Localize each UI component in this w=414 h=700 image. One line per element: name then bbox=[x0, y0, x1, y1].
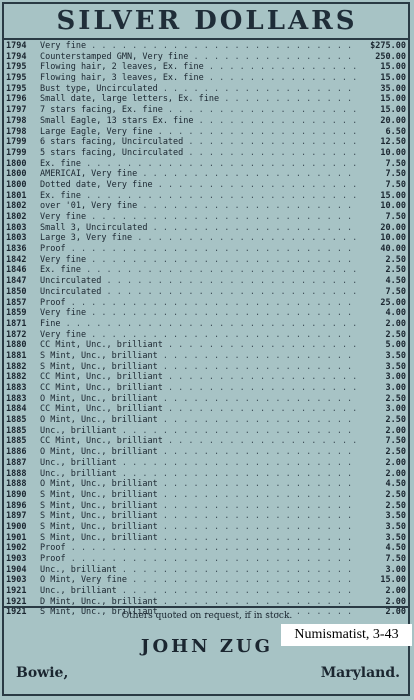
listing-description: Unc., brilliant . . . bbox=[40, 586, 358, 597]
listing-price: 3.50 bbox=[385, 532, 406, 543]
listing-row bbox=[0, 223, 414, 234]
listing-year: 1882 bbox=[6, 361, 27, 372]
listing-row bbox=[0, 436, 414, 447]
listing-row bbox=[0, 308, 414, 319]
listing-price: 2.50 bbox=[385, 489, 406, 500]
listing-price: 2.50 bbox=[385, 447, 406, 458]
listing-price: 4.50 bbox=[385, 276, 406, 287]
listing-description: Very fine . . . bbox=[40, 255, 358, 266]
listing-row bbox=[0, 116, 414, 127]
listing-price: 7.50 bbox=[385, 212, 406, 222]
listing-row bbox=[0, 522, 414, 533]
listing-year: 1883 bbox=[6, 383, 27, 393]
listing-price: 3.00 bbox=[385, 383, 406, 393]
listing-row bbox=[0, 404, 414, 415]
listing-price: 4.50 bbox=[385, 543, 406, 554]
listing-year: 1902 bbox=[6, 543, 27, 554]
listing-price: 35.00 bbox=[380, 83, 406, 94]
listing-price: 2.00 bbox=[385, 318, 406, 329]
listing-description: O Mint, Very fine . . . bbox=[40, 575, 358, 586]
listing-row bbox=[0, 52, 414, 63]
listing-year: 1871 bbox=[6, 318, 27, 329]
listing-price: 20.00 bbox=[380, 115, 406, 126]
listing-price: 250.00 bbox=[375, 51, 406, 62]
listing-description: Unc., brilliant . . . bbox=[40, 565, 358, 576]
listing-year: 1900 bbox=[6, 521, 27, 532]
listing-description: Unc., brilliant . . . bbox=[40, 469, 358, 480]
listing-row bbox=[0, 319, 414, 330]
listing-year: 1794 bbox=[6, 41, 27, 51]
listing-price: 2.00 bbox=[385, 607, 406, 618]
listing-year: 1896 bbox=[6, 500, 27, 511]
listing-price: 3.00 bbox=[385, 372, 406, 383]
listing-price: 3.00 bbox=[385, 564, 406, 575]
listing-price: 15.00 bbox=[380, 62, 406, 73]
listing-price: 10.00 bbox=[380, 233, 406, 244]
listing-year: 1885 bbox=[6, 436, 27, 447]
listing-description: S Mint, Unc., brilliant . . . bbox=[40, 501, 358, 512]
listing-price: 10.00 bbox=[380, 147, 406, 158]
listing-description: Dotted date, Very fine . . . bbox=[40, 180, 358, 191]
listing-description: Flowing hair, 3 leaves, Ex. fine . . . bbox=[40, 73, 358, 84]
listing-row bbox=[0, 362, 414, 373]
listing-price: 2.00 bbox=[385, 457, 406, 468]
listing-price: 7.50 bbox=[385, 554, 406, 564]
listing-price: 2.00 bbox=[385, 468, 406, 479]
listing-description: Ex. fine . . . bbox=[40, 191, 358, 202]
listing-price: 2.50 bbox=[385, 265, 406, 276]
listing-description: Fine . . . bbox=[40, 319, 358, 330]
listing-price: 2.50 bbox=[385, 329, 406, 340]
listing-price: 2.00 bbox=[385, 596, 406, 607]
listing-row bbox=[0, 137, 414, 148]
listing-row bbox=[0, 180, 414, 191]
listing-description: Counterstamped GMN, Very fine . . . bbox=[40, 52, 358, 63]
listing-description: O Mint, Unc., brilliant . . . bbox=[40, 479, 358, 490]
listing-price: 15.00 bbox=[380, 190, 406, 201]
listing-row bbox=[0, 340, 414, 351]
request-note: Others quoted on request, if in stock. bbox=[121, 611, 293, 621]
dealer-name: JOHN ZUG bbox=[140, 636, 274, 657]
listing-price: 3.50 bbox=[385, 361, 406, 372]
listing-price: 12.50 bbox=[380, 137, 406, 148]
listing-year: 1921 bbox=[6, 586, 27, 597]
listing-year: 1803 bbox=[6, 233, 27, 244]
listing-year: 1888 bbox=[6, 468, 27, 479]
listing-year: 1886 bbox=[6, 447, 27, 458]
listing-description: S Mint, Unc., brilliant . . . bbox=[40, 490, 358, 501]
listing-year: 1846 bbox=[6, 265, 27, 276]
listing-price: 4.50 bbox=[385, 479, 406, 490]
listing-price: 15.00 bbox=[380, 575, 406, 586]
listing-row bbox=[0, 169, 414, 180]
listing-price: 15.00 bbox=[380, 94, 406, 105]
listing-price: 7.50 bbox=[385, 158, 406, 169]
listing-description: Ex. fine . . . bbox=[40, 159, 358, 170]
listing-row bbox=[0, 575, 414, 586]
listing-year: 1797 bbox=[6, 105, 27, 116]
listing-price: 2.50 bbox=[385, 500, 406, 511]
listing-description: 5 stars facing, Uncirculated . . . bbox=[40, 148, 358, 159]
listing-year: 1887 bbox=[6, 457, 27, 468]
listing-description: AMERICAI, Very fine . . . bbox=[40, 169, 358, 180]
listing-price: 4.00 bbox=[385, 308, 406, 319]
listing-description: CC Mint, Unc., brilliant . . . bbox=[40, 372, 358, 383]
source-caption: Numismatist, 3-43 bbox=[281, 624, 412, 646]
listing-description: over '01, Very fine . . . bbox=[40, 201, 358, 212]
ad-title: SILVER DOLLARS bbox=[56, 6, 358, 36]
listing-row bbox=[0, 543, 414, 554]
listing-row bbox=[0, 159, 414, 170]
listing-row bbox=[0, 41, 414, 52]
listing-row bbox=[0, 458, 414, 469]
listing-description: CC Mint, Unc., brilliant . . . bbox=[40, 404, 358, 415]
listing-price: $275.00 bbox=[370, 41, 406, 51]
listing-year: 1897 bbox=[6, 511, 27, 522]
listing-row bbox=[0, 244, 414, 255]
listing-description: Bust type, Uncirculated . . . bbox=[40, 84, 358, 95]
listing-year: 1802 bbox=[6, 212, 27, 222]
listing-year: 1881 bbox=[6, 350, 27, 361]
listing-year: 1795 bbox=[6, 62, 27, 73]
listing-row bbox=[0, 94, 414, 105]
listing-year: 1903 bbox=[6, 554, 27, 564]
listing-row bbox=[0, 479, 414, 490]
listing-description: Ex. fine . . . bbox=[40, 265, 358, 276]
listing-price: 15.00 bbox=[380, 73, 406, 84]
listing-row bbox=[0, 469, 414, 480]
listing-year: 1921 bbox=[6, 596, 27, 607]
dealer-city: Bowie, bbox=[16, 665, 69, 681]
listing-price: 2.00 bbox=[385, 586, 406, 597]
listing-description: Large Eagle, Very fine . . . bbox=[40, 127, 358, 138]
listing-year: 1883 bbox=[6, 393, 27, 404]
listing-year: 1803 bbox=[6, 222, 27, 233]
listing-year: 1921 bbox=[6, 607, 27, 618]
listing-year: 1801 bbox=[6, 190, 27, 201]
listing-row bbox=[0, 501, 414, 512]
listing-price: 5.00 bbox=[385, 340, 406, 351]
listing-year: 1800 bbox=[6, 179, 27, 190]
listing-description: S Mint, Unc., brilliant . . . bbox=[40, 351, 358, 362]
listing-description: CC Mint, Unc., brilliant . . . bbox=[40, 436, 358, 447]
listing-year: 1799 bbox=[6, 147, 27, 158]
listing-description: Large 3, Very fine . . . bbox=[40, 233, 358, 244]
listing-year: 1872 bbox=[6, 329, 27, 340]
listing-description: Very fine . . . bbox=[40, 212, 358, 223]
listing-year: 1859 bbox=[6, 308, 27, 319]
listing-year: 1888 bbox=[6, 479, 27, 490]
listing-description: Small Eagle, 13 stars Ex. fine . . . bbox=[40, 116, 358, 127]
listing-description: Unc., brilliant . . . bbox=[40, 458, 358, 469]
listing-row bbox=[0, 330, 414, 341]
listing-description: Small 3, Uncirculated . . . bbox=[40, 223, 358, 234]
listing-price: 3.50 bbox=[385, 350, 406, 361]
listing-row bbox=[0, 255, 414, 266]
listing-row bbox=[0, 62, 414, 73]
listing-year: 1885 bbox=[6, 415, 27, 426]
listing-year: 1882 bbox=[6, 372, 27, 383]
listing-row bbox=[0, 415, 414, 426]
listing-description: Very fine . . . bbox=[40, 308, 358, 319]
listing-year: 1842 bbox=[6, 254, 27, 265]
listing-year: 1880 bbox=[6, 340, 27, 351]
listing-row bbox=[0, 447, 414, 458]
listing-row bbox=[0, 511, 414, 522]
listing-description: Unc., brilliant . . . bbox=[40, 426, 358, 437]
listing-description: CC Mint, Unc., brilliant . . . bbox=[40, 340, 358, 351]
listing-description: Flowing hair, 2 leaves, Ex. fine . . . bbox=[40, 62, 358, 73]
listing-row bbox=[0, 426, 414, 437]
listing-row bbox=[0, 191, 414, 202]
listing-year: 1890 bbox=[6, 489, 27, 500]
listing-description: Uncirculated . . . bbox=[40, 276, 358, 287]
listing-price: 7.50 bbox=[385, 169, 406, 180]
listing-price: 15.00 bbox=[380, 105, 406, 116]
listing-row bbox=[0, 394, 414, 405]
footer-rule bbox=[4, 606, 408, 608]
listing-description: S Mint, Unc., brilliant . . . bbox=[40, 607, 358, 618]
listing-description: 6 stars facing, Uncirculated . . . bbox=[40, 137, 358, 148]
listing-description: S Mint, Unc., brilliant . . . bbox=[40, 533, 358, 544]
listing-price: 2.00 bbox=[385, 425, 406, 436]
listing-year: 1800 bbox=[6, 169, 27, 180]
title-rule bbox=[4, 38, 408, 40]
listing-price: 2.50 bbox=[385, 254, 406, 265]
listing-row bbox=[0, 276, 414, 287]
listing-description: O Mint, Unc., brilliant . . . bbox=[40, 394, 358, 405]
listing-year: 1794 bbox=[6, 51, 27, 62]
listing-price: 7.50 bbox=[385, 436, 406, 447]
listing-price: 40.00 bbox=[380, 244, 406, 255]
listing-year: 1796 bbox=[6, 94, 27, 105]
listing-year: 1903 bbox=[6, 575, 27, 586]
listing-description: Very fine . . . bbox=[40, 330, 358, 341]
listing-row bbox=[0, 554, 414, 565]
listing-year: 1795 bbox=[6, 73, 27, 84]
listing-year: 1798 bbox=[6, 115, 27, 126]
listing-row bbox=[0, 127, 414, 138]
listing-price: 20.00 bbox=[380, 222, 406, 233]
listing-description: D Mint, Unc., brilliant . . . bbox=[40, 597, 358, 608]
listing-year: 1795 bbox=[6, 83, 27, 94]
listing-description: Proof . . . bbox=[40, 244, 358, 255]
listing-row bbox=[0, 383, 414, 394]
listing-year: 1901 bbox=[6, 532, 27, 543]
listing-year: 1904 bbox=[6, 564, 27, 575]
listing-row bbox=[0, 565, 414, 576]
listing-description: CC Mint, Unc., brilliant . . . bbox=[40, 383, 358, 394]
dealer-state: Maryland. bbox=[320, 665, 400, 681]
listing-row bbox=[0, 265, 414, 276]
listing-row bbox=[0, 212, 414, 223]
listing-price: 25.00 bbox=[380, 297, 406, 308]
listing-description: Small date, large letters, Ex. fine . . . bbox=[40, 94, 358, 105]
listing-row bbox=[0, 287, 414, 298]
listing-description: O Mint, Unc., brilliant . . . bbox=[40, 415, 358, 426]
listing-row bbox=[0, 351, 414, 362]
listing-year: 1857 bbox=[6, 297, 27, 308]
listing-year: 1850 bbox=[6, 286, 27, 297]
listing-price: 2.50 bbox=[385, 415, 406, 426]
listing-description: Uncirculated . . . bbox=[40, 287, 358, 298]
listing-price: 7.50 bbox=[385, 286, 406, 297]
listing-description: Proof . . . bbox=[40, 543, 358, 554]
listing-price: 3.50 bbox=[385, 511, 406, 522]
listing-price: 3.00 bbox=[385, 404, 406, 415]
listing-description: Proof . . . bbox=[40, 298, 358, 309]
listing-row bbox=[0, 84, 414, 95]
listing-row bbox=[0, 372, 414, 383]
listing-row bbox=[0, 490, 414, 501]
listing-year: 1885 bbox=[6, 425, 27, 436]
listing-description: S Mint, Unc., brilliant . . . bbox=[40, 362, 358, 373]
listing-row bbox=[0, 233, 414, 244]
listing-year: 1802 bbox=[6, 201, 27, 212]
listing-price: 6.50 bbox=[385, 126, 406, 137]
listing-description: 7 stars facing, Ex. fine . . . bbox=[40, 105, 358, 116]
listing-year: 1798 bbox=[6, 126, 27, 137]
listing-row bbox=[0, 586, 414, 597]
listing-year: 1799 bbox=[6, 137, 27, 148]
listing-row bbox=[0, 73, 414, 84]
listing-row bbox=[0, 533, 414, 544]
price-list bbox=[0, 41, 414, 618]
listing-price: 10.00 bbox=[380, 201, 406, 212]
listing-year: 1800 bbox=[6, 158, 27, 169]
listing-row bbox=[0, 201, 414, 212]
listing-description: Proof . . . bbox=[40, 554, 358, 565]
listing-price: 7.50 bbox=[385, 179, 406, 190]
listing-price: 3.50 bbox=[385, 521, 406, 532]
listing-price: 2.50 bbox=[385, 393, 406, 404]
listing-description: Very fine . . . bbox=[40, 41, 358, 52]
listing-row bbox=[0, 105, 414, 116]
listing-row bbox=[0, 148, 414, 159]
listing-year: 1836 bbox=[6, 244, 27, 255]
listing-year: 1847 bbox=[6, 276, 27, 287]
listing-description: O Mint, Unc., brilliant . . . bbox=[40, 447, 358, 458]
listing-description: S Mint, Unc., brilliant . . . bbox=[40, 522, 358, 533]
listing-row bbox=[0, 298, 414, 309]
listing-year: 1884 bbox=[6, 404, 27, 415]
listing-description: S Mint, Unc., brilliant . . . bbox=[40, 511, 358, 522]
